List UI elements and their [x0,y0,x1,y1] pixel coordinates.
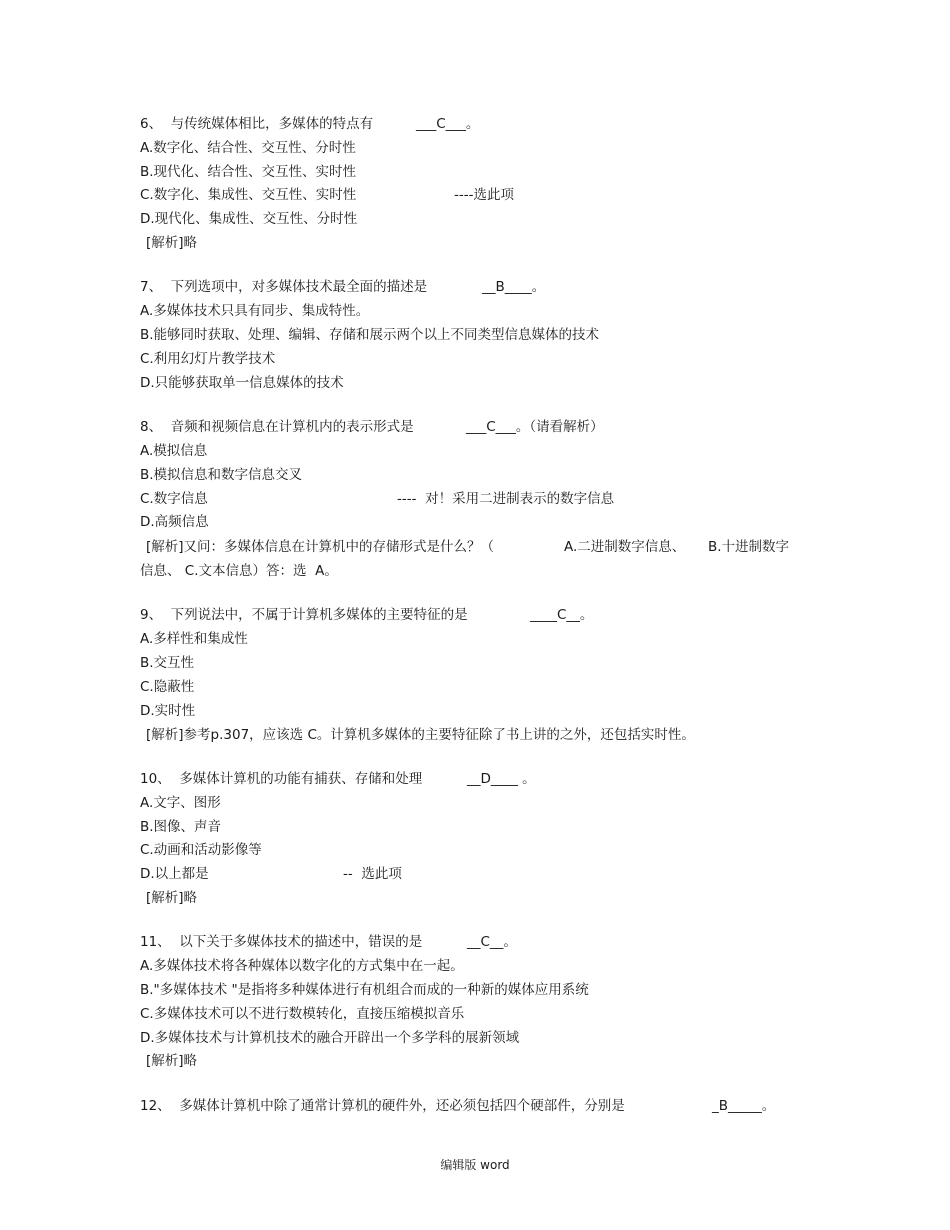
answer-blank: __C__。 [467,934,517,950]
answer-blank: ____C__。 [530,607,594,623]
answer-blank: __D____ 。 [467,771,536,787]
answer-blank: ___C___。（请看解析） [466,419,604,435]
question-stem: 8、 音频和视频信息在计算机内的表示形式是 ___C___。（请看解析） [140,419,604,435]
answer-blank: __B____。 [482,279,546,295]
option-d: D.以上都是 -- 选此项 [140,866,402,882]
document-page: 6、 与传统媒体相比，多媒体的特点有 ___C___。 A.数字化、结合性、交互性、分时性 B.现代化、结合性、交互性、实时性 C.数字化、集成性、交互性、实时性 ----选此项 D.现代化、集成性、交互性、分时性 [解析]略 7、 下列选项中，对多媒体技术最全面的描述是 __B____。 A.多媒体技术只具有同步、集成特性。 B.能够同时获取、处理、编辑、存储和展示两个以上不同类型信息媒体的技术 C.利用幻灯片教学技术 D.只能够获取单一信息媒体的技术 8、 音频和视频信息在计算机内的表示形式是 ___C___。（请看解析） A.模拟信息 B.模拟信息和数字信息交叉 C.数字信息 ---- 对！采用二进制表示的数字信息 D.高频信息 [解析]又问：多媒体信息在计算机中的存储形式是什么？（ A.二进制数字信息、 B.十进制数字 信息、 C.文本信息）答：选 A。 9、 下列说法中，不属于计算机多媒体的主要特征的是 ____C__。 A.多样性和集成性 B.交互性 C.隐蔽性 D.实时性 [解析]参考p.307，应该选 C。计算机多媒体的主要特征除了书上讲的之外，还包括实时性。 10、 多媒体计算机的功能有捕获、存储和处理 __D____ 。 A.文字、图形 B.图像、声音 C.动画和活动影像等 D.以上都是 -- 选此项 [解析]略 11、 以下关于多媒体技术的描述中，错误的是 __C__。 A.多媒体技术将各种媒体以数字化的方式集中在一起。 B."多媒体技术 "是指将多种媒体进行有机组合而成的一种新的媒体应用系统 C.多媒体技术可以不进行数模转化，直接压缩模拟音乐 D.多媒体技术与计算机技术的融合开辟出一个多学科的展新领域 [解析]略 12、 多媒体计算机中除了通常计算机的硬件外，还必须包括四个硬部件，分别是 _B_____。 编辑版 word [0,0,950,1230]
question-stem: 7、 下列选项中，对多媒体技术最全面的描述是 __B____。 [140,279,546,295]
option-note: ----选此项 [454,187,514,203]
question-stem: 12、 多媒体计算机中除了通常计算机的硬件外，还必须包括四个硬部件，分别是 _B_____。 [140,1098,776,1114]
question-stem: 11、 以下关于多媒体技术的描述中，错误的是 __C__。 [140,934,517,950]
option-c: C.数字化、集成性、交互性、实时性 ----选此项 [140,187,514,203]
option-c: C.数字信息 ---- 对！采用二进制表示的数字信息 [140,491,615,507]
answer-blank: ___C___。 [416,116,480,132]
option-note: ---- 对！采用二进制表示的数字信息 [397,491,615,507]
question-stem: 10、 多媒体计算机的功能有捕获、存储和处理 __D____ 。 [140,771,536,787]
question-stem: 6、 与传统媒体相比，多媒体的特点有 ___C___。 [140,116,480,132]
analysis: [解析]又问：多媒体信息在计算机中的存储形式是什么？（ A.二进制数字信息、 B.十进制数字 [146,539,790,555]
option-note: -- 选此项 [343,866,402,882]
question-stem: 9、 下列说法中，不属于计算机多媒体的主要特征的是 ____C__。 [140,607,594,623]
page-footer: 编辑版 word [440,1158,510,1172]
answer-blank: _B_____。 [712,1098,776,1114]
